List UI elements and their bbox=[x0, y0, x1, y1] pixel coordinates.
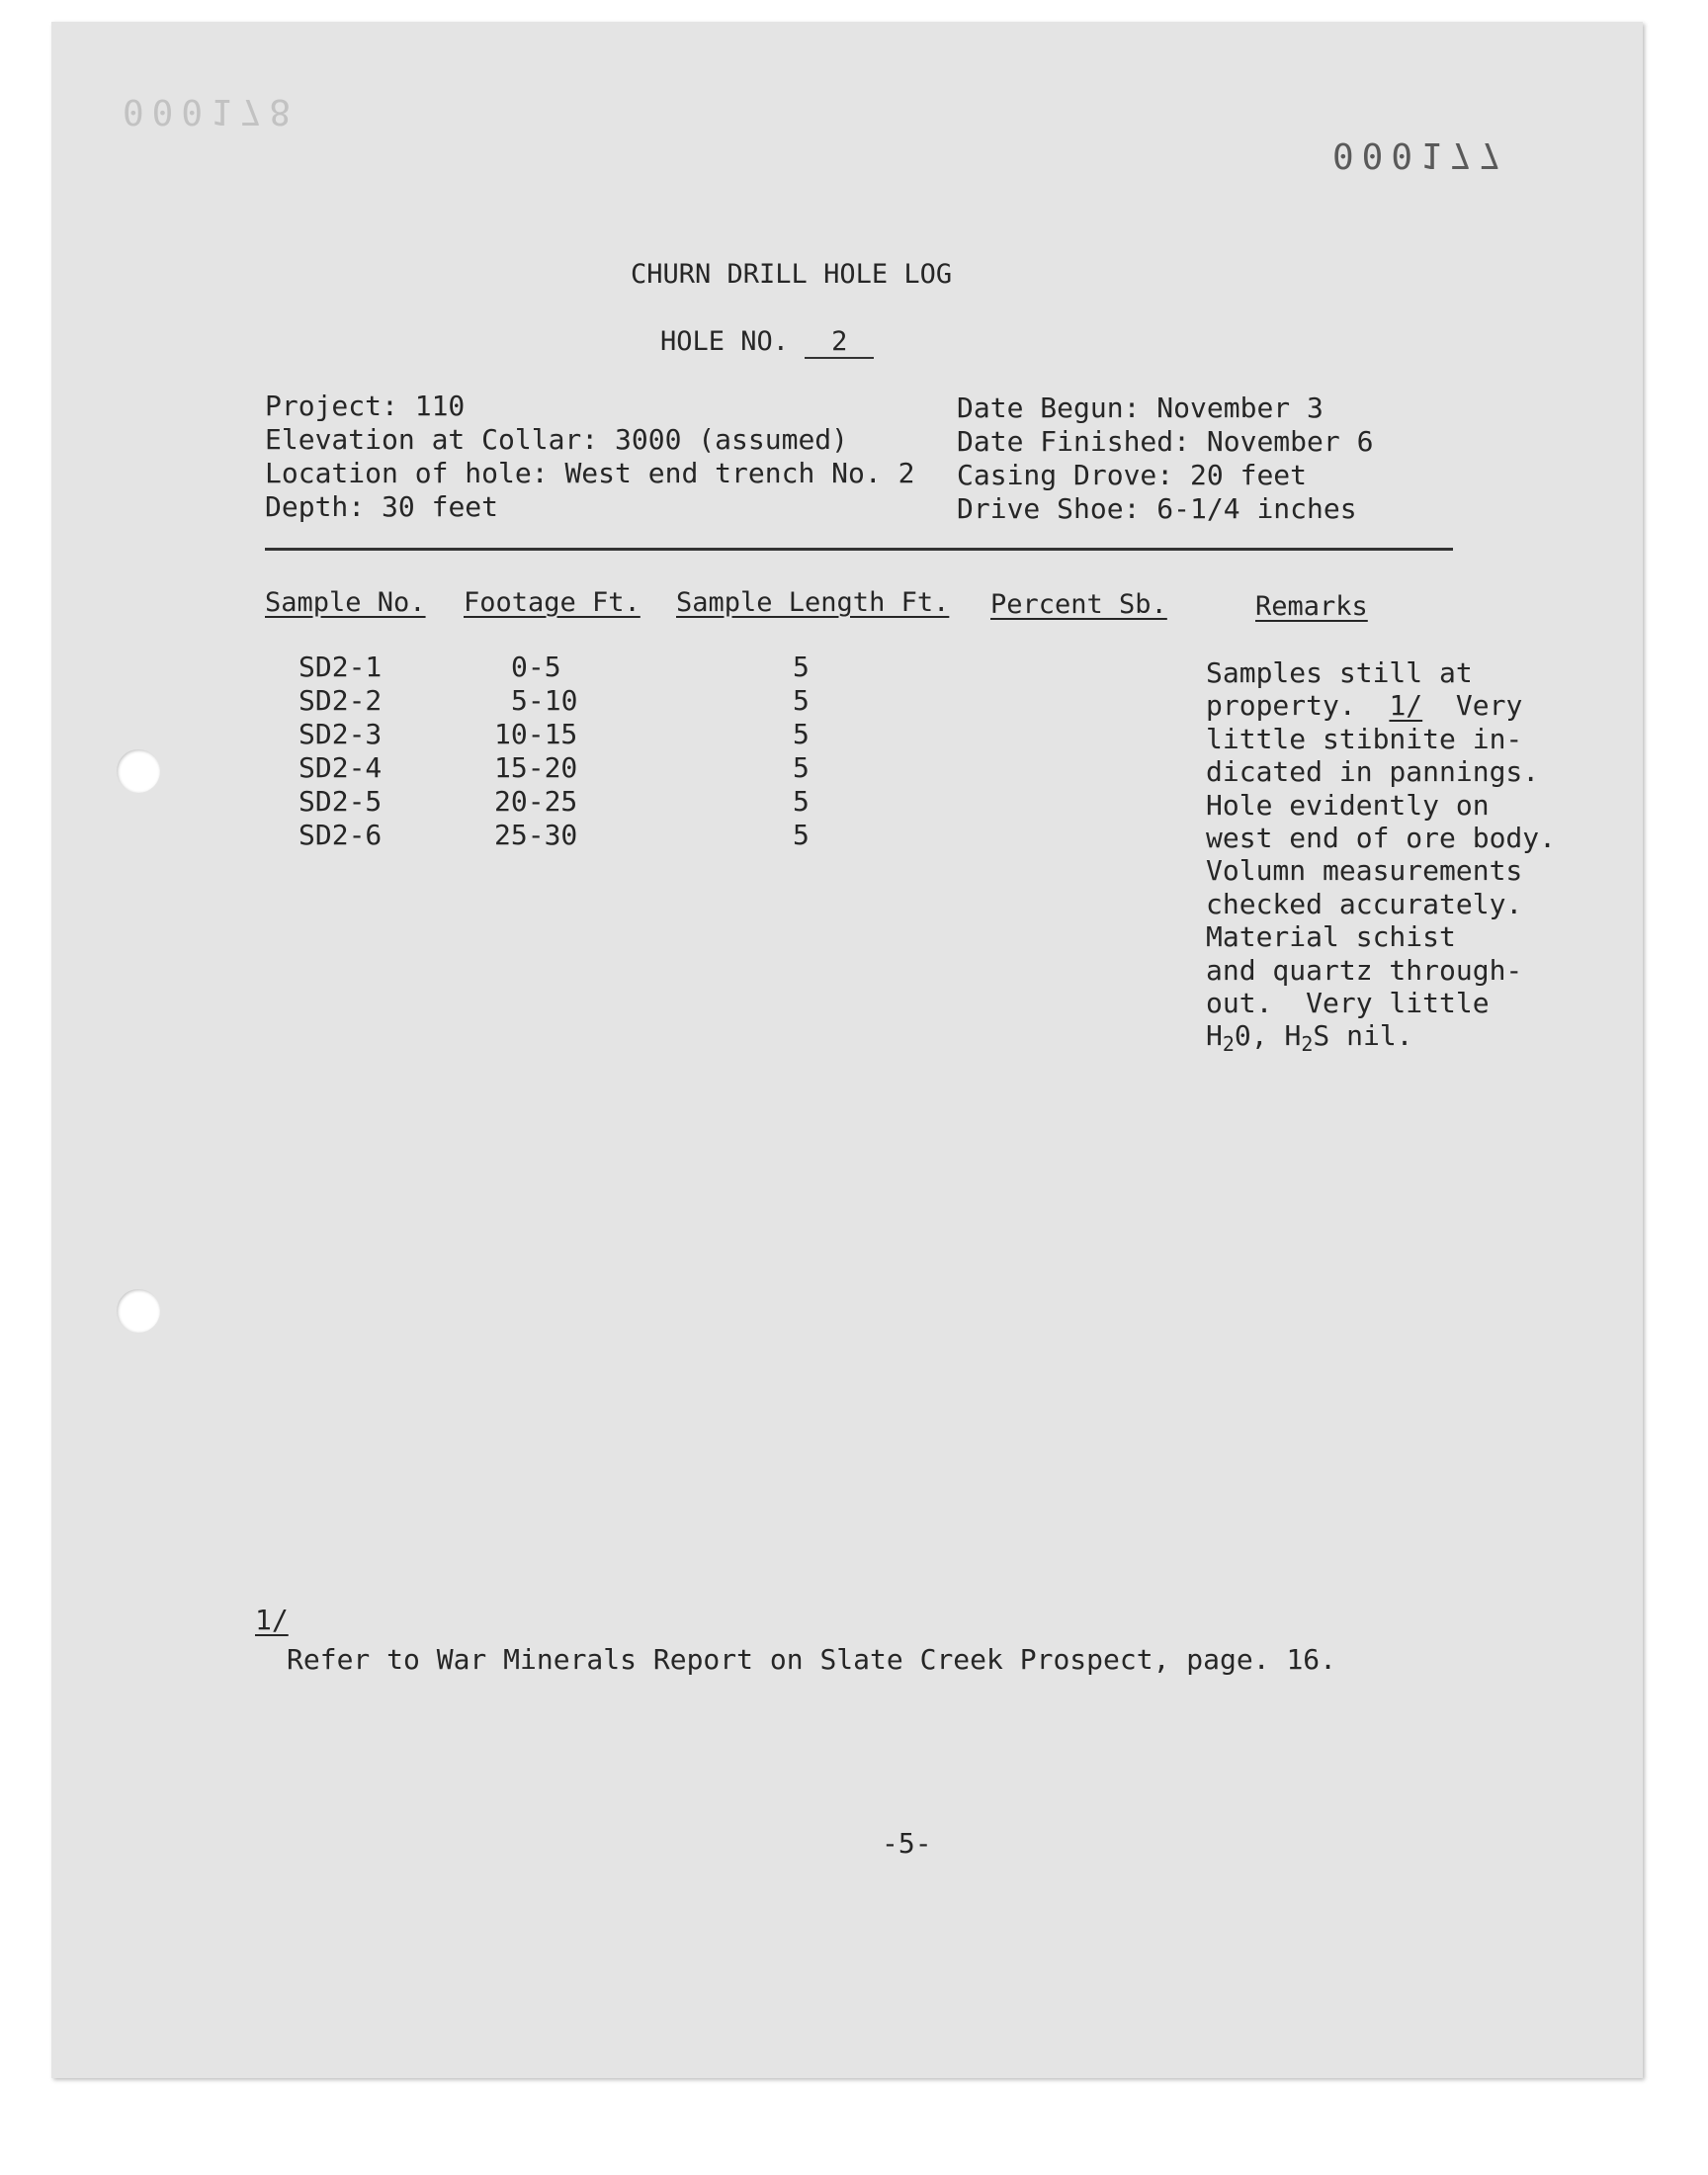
footnote-text: Refer to War Minerals Report on Slate Creek Prospect, page. 16. bbox=[287, 1643, 1337, 1676]
table-row-sample: SD2-3 bbox=[299, 718, 383, 750]
field-drive-shoe: Drive Shoe: 6-1/4 inches bbox=[957, 492, 1357, 525]
header-remarks: Remarks bbox=[1255, 591, 1368, 622]
header-divider bbox=[265, 548, 1453, 551]
table-row-length: 5 bbox=[793, 785, 810, 818]
hole-number-label: HOLE NO. bbox=[660, 326, 790, 357]
footnote-marker: 1/ bbox=[255, 1604, 289, 1636]
table-row-sample: SD2-5 bbox=[299, 785, 383, 818]
header-sample-no: Sample No. bbox=[265, 587, 426, 618]
table-row-length: 5 bbox=[793, 684, 810, 717]
header-footage: Footage Ft. bbox=[464, 587, 640, 618]
header-percent-sb: Percent Sb. bbox=[990, 589, 1167, 620]
remarks-text: Samples still at property. 1/ Very little stibnite in- dicated in pannings. Hole evidently on west end of ore body. Volumn measurements checked accurately. Material schist and quartz through- out. Very little $H_20$, $H_2S$ nil. bbox=[1206, 656, 1557, 1057]
punch-hole-bottom bbox=[117, 1289, 160, 1333]
table-row-sample: SD2-6 bbox=[299, 819, 383, 851]
field-casing-drove: Casing Drove: 20 feet bbox=[957, 459, 1308, 491]
document-page bbox=[51, 22, 1643, 2078]
faded-stamp-number: 000178 bbox=[123, 91, 299, 131]
field-elevation: Elevation at Collar: 3000 (assumed) bbox=[265, 423, 849, 456]
hole-number bbox=[660, 326, 874, 359]
hole-number-value: 2 bbox=[805, 326, 874, 359]
field-location: Location of hole: West end trench No. 2 bbox=[265, 457, 915, 489]
table-row-footage: 15-20 bbox=[494, 751, 578, 784]
table-row-footage: 10-15 bbox=[494, 718, 578, 750]
footnote-reference: 1/ bbox=[1389, 689, 1423, 723]
table-row-footage: 0-5 bbox=[511, 651, 561, 683]
field-project: Project: 110 bbox=[265, 390, 466, 422]
table-row-length: 5 bbox=[793, 819, 810, 851]
punch-hole-top bbox=[117, 749, 160, 793]
document-title: CHURN DRILL HOLE LOG bbox=[631, 259, 953, 290]
field-date-begun: Date Begun: November 3 bbox=[957, 392, 1324, 424]
table-row-footage: 20-25 bbox=[494, 785, 578, 818]
table-row-sample: SD2-4 bbox=[299, 751, 383, 784]
table-row-footage: 25-30 bbox=[494, 819, 578, 851]
table-row-sample: SD2-2 bbox=[299, 684, 383, 717]
table-row-length: 5 bbox=[793, 651, 810, 683]
table-row-length: 5 bbox=[793, 751, 810, 784]
field-depth: Depth: 30 feet bbox=[265, 490, 499, 523]
page-number: -5- bbox=[882, 1827, 932, 1860]
header-sample-length: Sample Length Ft. bbox=[676, 587, 950, 618]
field-date-finished: Date Finished: November 6 bbox=[957, 425, 1374, 458]
table-row-sample: SD2-1 bbox=[299, 651, 383, 683]
table-row-footage: 5-10 bbox=[511, 684, 578, 717]
table-row-length: 5 bbox=[793, 718, 810, 750]
stamp-number: 000177 bbox=[1332, 134, 1509, 175]
